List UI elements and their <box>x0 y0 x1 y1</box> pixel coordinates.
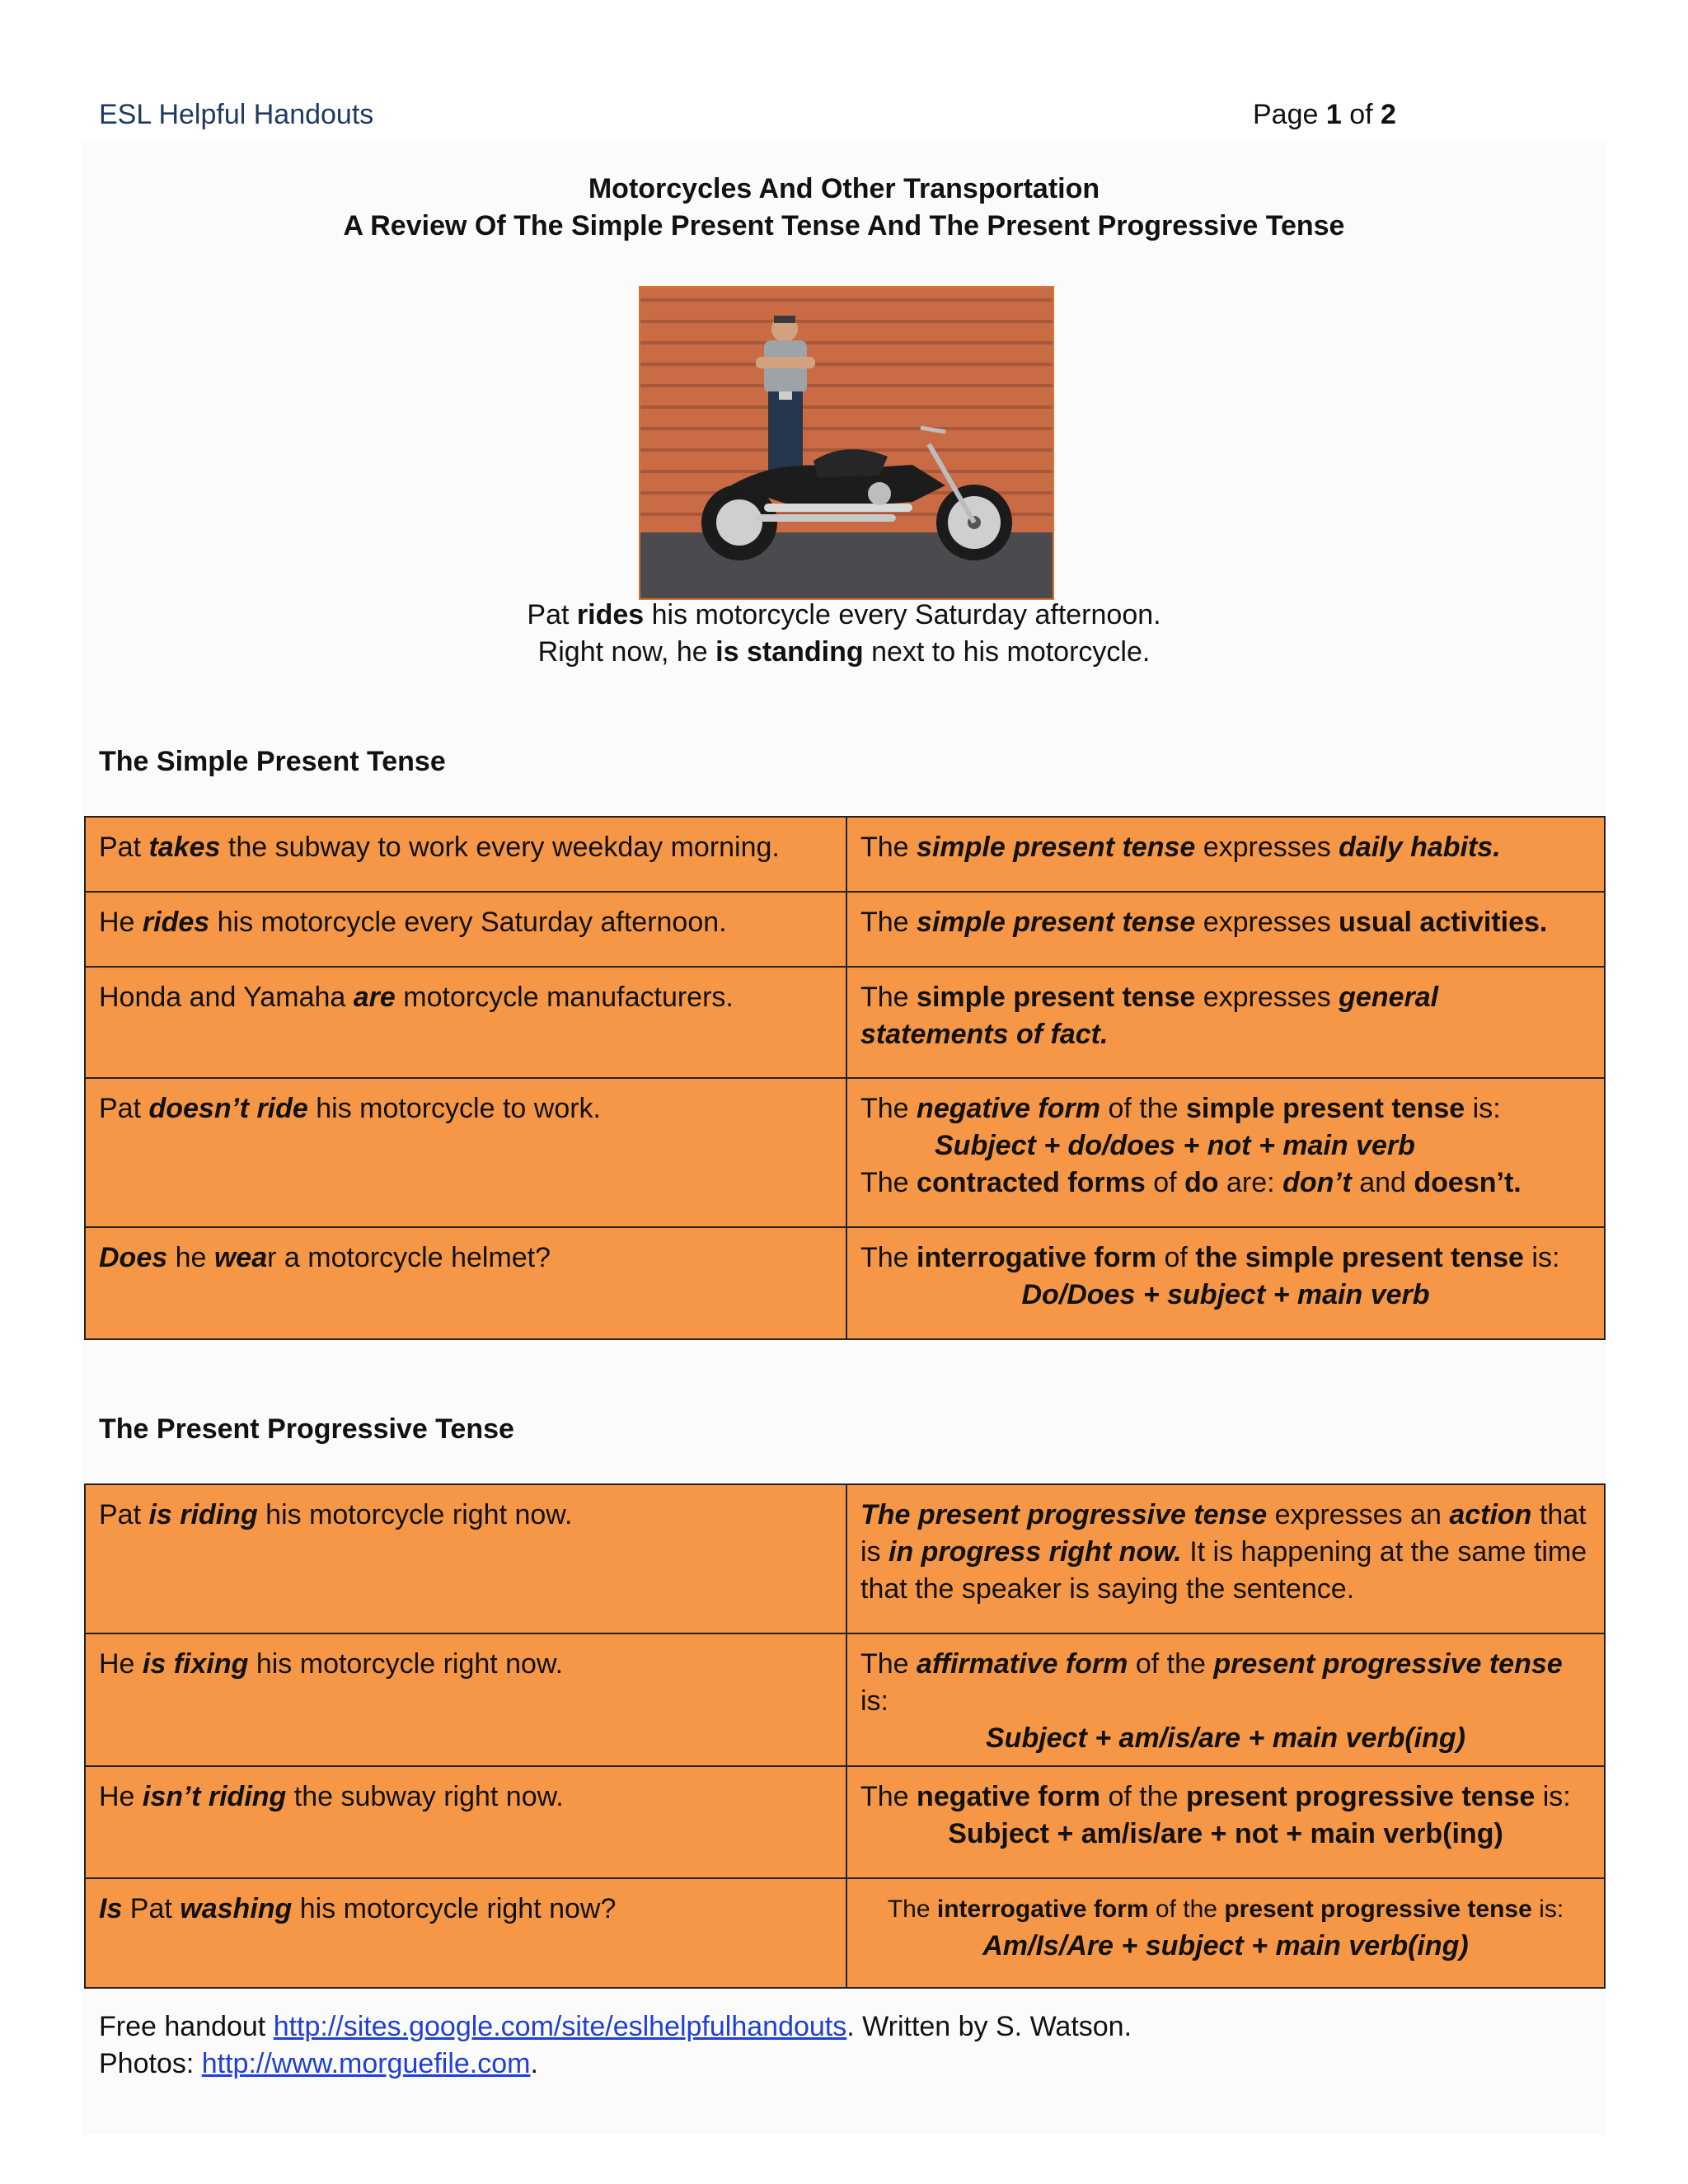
text-run: expresses an <box>1267 1499 1450 1530</box>
text-run: He <box>99 1648 143 1680</box>
text-run: The <box>860 832 917 863</box>
text-run: the subway to work every weekday morning. <box>220 832 780 863</box>
cell-line <box>860 1891 1591 1928</box>
page-prefix: Page <box>1253 99 1326 130</box>
text-run: do <box>1184 1167 1219 1198</box>
table-row <box>85 817 1605 892</box>
text-run: Pat <box>99 1499 149 1530</box>
footer-prefix: Free handout <box>99 2011 274 2042</box>
text-run: is: <box>1535 1781 1571 1812</box>
text-run: his motorcycle right now. <box>257 1499 573 1530</box>
text-run: He <box>99 1781 143 1812</box>
text-run: rides <box>576 599 645 630</box>
text-run: is fixing <box>142 1648 249 1680</box>
text-run: his motorcycle right now? <box>292 1893 617 1924</box>
page-mid: of <box>1341 99 1381 130</box>
text-run: simple present tense <box>917 907 1196 938</box>
man-with-motorcycle-photo <box>639 286 1054 600</box>
text-run: Pat <box>527 599 577 630</box>
text-run: motorcycle manufacturers. <box>395 982 734 1013</box>
cell-line <box>860 1240 1591 1277</box>
text-run: The <box>860 1093 917 1124</box>
text-run: Pat <box>99 1093 149 1124</box>
text-run: the simple present tense <box>1195 1242 1524 1273</box>
example-sentence-cell <box>85 892 846 967</box>
text-run: It is happening at the same time that the speaker is saying the sentence. <box>860 1536 1587 1605</box>
text-run: in progress right now. <box>889 1536 1182 1568</box>
example-sentence-cell <box>85 1878 846 1988</box>
text-run: Subject + do/does + not + main verb <box>935 1130 1415 1161</box>
text-run: of the <box>1100 1781 1186 1812</box>
cell-line <box>99 1646 832 1683</box>
text-run: The present progressive tense <box>860 1499 1268 1530</box>
text-run: is standing <box>715 636 864 668</box>
explanation-cell <box>846 892 1605 967</box>
text-run: next to his motorcycle. <box>863 636 1151 668</box>
text-run: is: <box>1523 1242 1560 1273</box>
cell-line <box>99 1891 832 1928</box>
text-run: The <box>860 982 917 1013</box>
section-heading-simple-present: The Simple Present Tense <box>99 746 446 777</box>
photo-caption-line2 <box>0 636 1688 668</box>
text-run: present progressive tense <box>1224 1896 1532 1923</box>
text-run: interrogative form <box>917 1242 1156 1273</box>
explanation-cell <box>846 817 1605 892</box>
text-run: Is <box>99 1893 123 1924</box>
section-heading-present-progressive: The Present Progressive Tense <box>99 1413 514 1445</box>
text-run: takes <box>148 832 221 863</box>
text-run: The <box>860 907 917 938</box>
text-run: Honda and Yamaha <box>99 982 354 1013</box>
text-run: The <box>887 1896 937 1923</box>
text-run: general statements of fact. <box>860 982 1439 1050</box>
text-run: Pat <box>122 1893 181 1924</box>
text-run: Right now, he <box>537 636 716 668</box>
text-run: action <box>1449 1499 1532 1530</box>
example-sentence-cell <box>85 1766 846 1878</box>
text-run: Subject + am/is/are + not + main verb(ing) <box>948 1818 1503 1849</box>
text-run: He <box>99 907 143 938</box>
text-run: is: <box>1465 1093 1501 1124</box>
handout-link[interactable]: http://sites.google.com/site/eslhelpfulhandouts <box>273 2011 847 2042</box>
explanation-cell <box>846 1766 1605 1878</box>
example-sentence-cell <box>85 967 846 1078</box>
text-run: are <box>353 982 396 1013</box>
cell-line <box>860 1816 1591 1853</box>
text-run: Am/Is/Are + subject + main verb(ing) <box>982 1930 1469 1961</box>
text-run: Subject + am/is/are + main verb(ing) <box>986 1722 1465 1754</box>
photo-caption-line1 <box>0 599 1688 631</box>
text-run: affirmative form <box>917 1648 1128 1680</box>
text-run: that is <box>860 1499 1587 1568</box>
page-current: 1 <box>1325 99 1342 130</box>
footer-credit-line <box>99 2011 1132 2043</box>
text-run: daily habits. <box>1339 832 1501 863</box>
text-run: his motorcycle every Saturday afternoon. <box>209 907 727 938</box>
page-subtitle: A Review Of The Simple Present Tense And The Present Progressive Tense <box>343 210 1345 241</box>
footer-photos-line <box>99 2048 538 2080</box>
explanation-cell <box>846 1633 1605 1766</box>
text-run: expresses <box>1195 907 1339 938</box>
explanation-cell <box>846 1878 1605 1988</box>
text-run: he <box>167 1242 214 1273</box>
text-run: of <box>1156 1242 1196 1273</box>
text-run: present progressive tense <box>1213 1648 1563 1680</box>
text-run: doesn’t ride <box>148 1093 308 1124</box>
text-run: Do/Does + subject + main verb <box>1021 1279 1430 1310</box>
example-sentence-cell <box>85 1227 846 1339</box>
cell-line <box>99 1779 832 1816</box>
text-run: r a motorcycle helmet? <box>267 1242 551 1273</box>
text-run: don’t <box>1282 1167 1352 1198</box>
motorcycle-illustration <box>640 288 1053 598</box>
text-run: his motorcycle to work. <box>307 1093 602 1124</box>
text-run: rides <box>142 907 210 938</box>
text-run: is: <box>860 1685 889 1717</box>
text-run: simple present tense <box>917 982 1196 1013</box>
table-row <box>85 1078 1605 1227</box>
cell-line <box>860 1127 1591 1165</box>
text-run: isn’t riding <box>142 1781 287 1812</box>
cell-line <box>99 1090 832 1127</box>
cell-line <box>99 1240 832 1277</box>
example-sentence-cell <box>85 1633 846 1766</box>
text-run: are: <box>1218 1167 1283 1198</box>
text-run: the subway right now. <box>286 1781 564 1812</box>
example-sentence-cell <box>85 1484 846 1633</box>
cell-line <box>860 1720 1591 1757</box>
table-row <box>85 1484 1605 1633</box>
text-run: contracted forms <box>917 1167 1146 1198</box>
text-run: Pat <box>99 832 149 863</box>
text-run: expresses <box>1195 832 1339 863</box>
cell-line <box>860 1090 1591 1127</box>
explanation-cell <box>846 1484 1605 1633</box>
cell-line <box>860 979 1591 1053</box>
cell-line <box>99 979 832 1016</box>
example-sentence-cell <box>85 817 846 892</box>
example-sentence-cell <box>85 1078 846 1227</box>
text-run: usual activities. <box>1339 907 1548 938</box>
cell-line <box>860 904 1591 941</box>
cell-line <box>860 1165 1591 1202</box>
cell-line <box>99 829 832 866</box>
present-progressive-table <box>84 1483 1606 1989</box>
table-row <box>85 967 1605 1078</box>
explanation-cell <box>846 967 1605 1078</box>
cell-line <box>860 1779 1591 1816</box>
text-run: expresses <box>1195 982 1339 1013</box>
table-row <box>85 1766 1605 1878</box>
text-run: and <box>1351 1167 1414 1198</box>
cell-line <box>860 1928 1591 1965</box>
text-run: The <box>860 1781 917 1812</box>
text-run: negative form <box>917 1093 1100 1124</box>
cell-line <box>860 1497 1591 1608</box>
text-run: simple present tense <box>917 832 1196 863</box>
photos-prefix: Photos: <box>99 2048 202 2079</box>
page-indicator <box>1253 99 1396 131</box>
explanation-cell <box>846 1227 1605 1339</box>
table-row <box>85 892 1605 967</box>
text-run: present progressive tense <box>1185 1781 1536 1812</box>
text-run: of the <box>1128 1648 1214 1680</box>
text-run: is: <box>1531 1896 1564 1923</box>
cell-line <box>99 1497 832 1534</box>
text-run: interrogative form <box>936 1896 1149 1923</box>
text-run: of the <box>1100 1093 1186 1124</box>
cell-line <box>860 1646 1591 1720</box>
photos-link[interactable]: http://www.morguefile.com <box>201 2048 531 2079</box>
text-run: Does <box>99 1242 168 1273</box>
text-run: of the <box>1148 1896 1225 1923</box>
text-run: The <box>860 1648 917 1680</box>
text-run: of <box>1145 1167 1185 1198</box>
text-run: his motorcycle right now. <box>248 1648 564 1680</box>
table-row <box>85 1633 1605 1766</box>
page-total: 2 <box>1381 99 1396 130</box>
cell-line <box>99 904 832 941</box>
brand-header: ESL Helpful Handouts <box>99 99 374 130</box>
text-run: wea <box>213 1242 268 1273</box>
text-run: The <box>860 1242 917 1273</box>
photos-suffix: . <box>530 2048 538 2079</box>
text-run: negative form <box>917 1781 1100 1812</box>
table-row <box>85 1227 1605 1339</box>
text-run: is riding <box>148 1499 258 1530</box>
page-title: Motorcycles And Other Transportation <box>588 173 1100 204</box>
simple-present-table <box>84 816 1606 1340</box>
text-run: doesn’t. <box>1414 1167 1522 1198</box>
text-run: washing <box>180 1893 293 1924</box>
cell-line <box>860 829 1591 866</box>
cell-line <box>860 1277 1591 1314</box>
table-row <box>85 1878 1605 1988</box>
text-run: simple present tense <box>1185 1093 1465 1124</box>
text-run: The <box>860 1167 917 1198</box>
explanation-cell <box>846 1078 1605 1227</box>
footer-author: . Written by S. Watson. <box>846 2011 1132 2042</box>
text-run: his motorcycle every Saturday afternoon. <box>644 599 1161 630</box>
